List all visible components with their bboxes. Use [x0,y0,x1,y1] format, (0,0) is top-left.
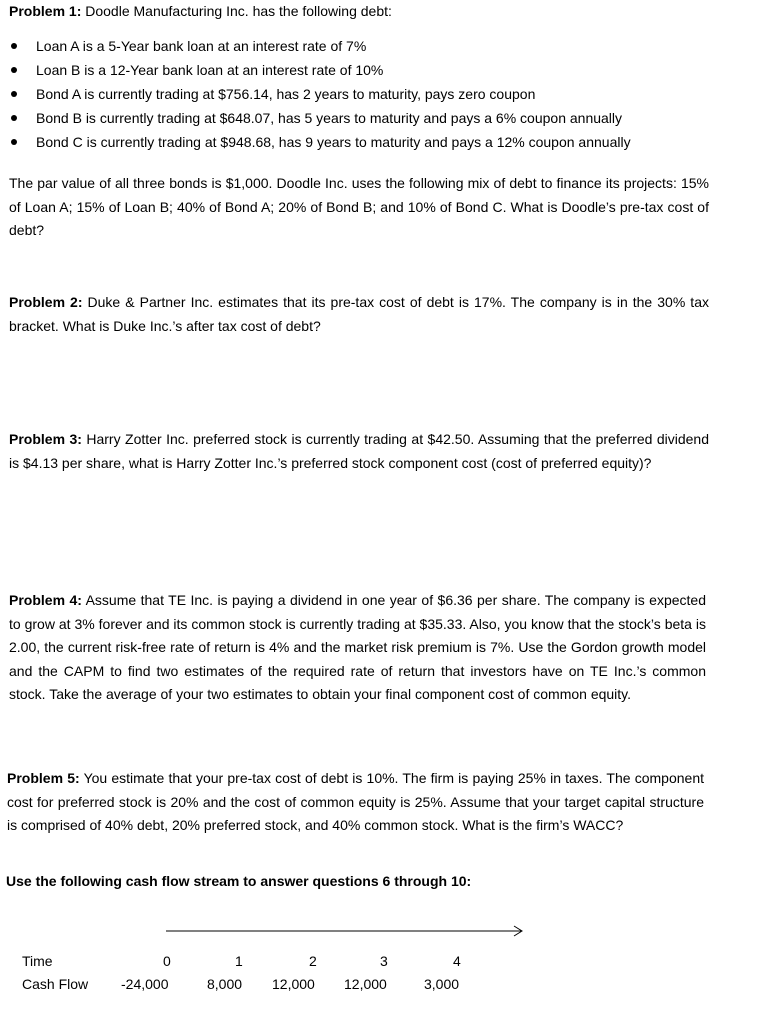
problem-5-label: Problem 5: [7,770,80,786]
problem-5 [7,767,704,838]
time-period: 4 [453,953,461,969]
bullet-icon [11,67,17,73]
problem-5-text: You estimate that your pre-tax cost of debt is 10%. The firm is paying 25% in taxes. The component cost for preferred stock is 20% and the cost of common equity is 25%. Assume that your target capital structure is comprised of 40% debt, 20% preferred stock, and 40% common stock. What is the firm’s WACC? [7,770,704,833]
time-period: 2 [309,953,317,969]
problem-2-text: Duke & Partner Inc. estimates that its pre-tax cost of debt is 17%. The company is in the 30% tax bracket. What is Duke Inc.’s after tax cost of debt? [9,294,709,334]
list-item [0,34,740,58]
time-period: 0 [163,953,171,969]
problem-2 [9,291,709,338]
cash-flow-value: -24,000 [121,976,169,992]
timeline-arrow-icon [166,924,528,938]
list-item-text: Loan B is a 12-Year bank loan at an interest rate of 10% [36,62,384,78]
cash-flow-table [0,950,757,1000]
problem-2-label: Problem 2: [9,294,83,310]
bullet-icon [11,91,17,97]
list-item [0,130,740,154]
time-row-label: Time [22,953,53,969]
problem-1-debt-list [0,34,740,154]
list-item-text: Bond C is currently trading at $948.68, has 9 years to maturity and pays a 12% coupon annually [36,134,631,150]
cash-flow-value: 12,000 [272,976,315,992]
problem-3-label: Problem 3: [9,431,82,447]
list-item [0,106,740,130]
problem-1-heading [9,0,709,24]
problem-1-paragraph: The par value of all three bonds is $1,000. Doodle Inc. uses the following mix of debt to finance its projects: 15% of Loan A; 15% of Loan B; 40% of Bond A; 20% of Bond B; and 10% of Bond C. What is Doodle’s pre-tax cost of debt? [9,175,709,238]
time-period: 1 [235,953,243,969]
list-item [0,58,740,82]
list-item-text: Bond A is currently trading at $756.14, has 2 years to maturity, pays zero coupon [36,86,536,102]
problem-4-label: Problem 4: [9,592,82,608]
bullet-icon [11,115,17,121]
problem-4-text: Assume that TE Inc. is paying a dividend in one year of $6.36 per share. The company is expected to grow at 3% forever and its common stock is currently trading at $35.33. Also, you know that the stock’s beta is 2.00, the current risk-free rate of return is 4% and the market risk premium is 7%. Use the Gordon growth model and the CAPM to find two estimates of the required rate of return that investors have on TE Inc.’s common stock. Take the average of your two estimates to obtain your final component cost of common equity. [9,592,707,702]
time-period: 3 [380,953,388,969]
cash-flow-value: 12,000 [344,976,387,992]
bullet-icon [11,139,17,145]
cash-flow-intro: Use the following cash flow stream to answer questions 6 through 10: [6,873,472,889]
cash-flow-value: 8,000 [207,976,243,992]
list-item-text: Bond B is currently trading at $648.07, has 5 years to maturity and pays a 6% coupon annually [36,110,623,126]
list-item [0,82,740,106]
problem-1-label: Problem 1: [9,3,82,19]
problem-3 [9,428,709,475]
list-item-text: Loan A is a 5-Year bank loan at an interest rate of 7% [36,38,367,54]
cash-flow-row-label: Cash Flow [22,976,89,992]
problem-3-text: Harry Zotter Inc. preferred stock is currently trading at $42.50. Assuming that the preferred dividend is $4.13 per share, what is Harry Zotter Inc.’s preferred stock component cost (cost of preferred equity)? [9,431,709,471]
bullet-icon [11,43,17,49]
cash-flow-value: 3,000 [424,976,460,992]
problem-1-intro: Doodle Manufacturing Inc. has the following debt: [81,3,392,19]
problem-4 [9,589,706,707]
